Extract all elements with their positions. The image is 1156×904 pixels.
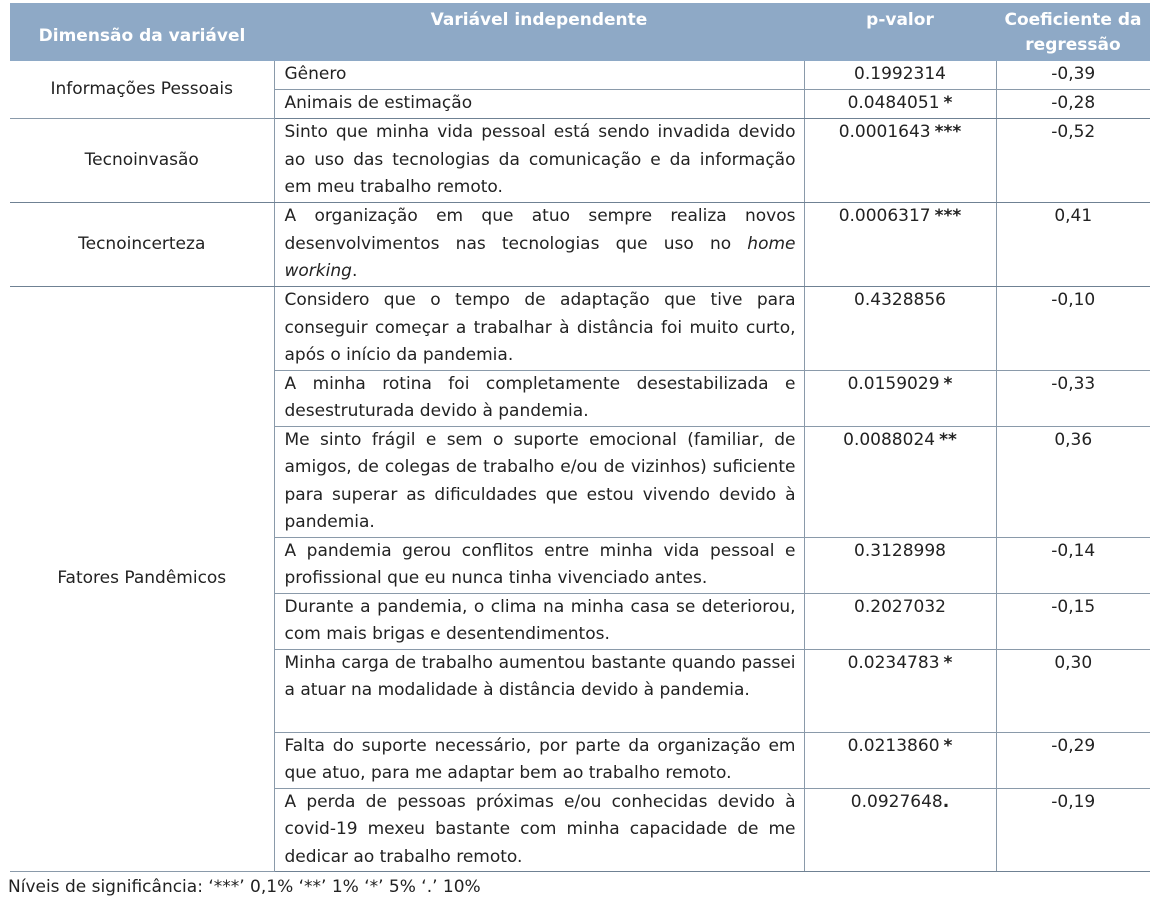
table-row — [10, 203, 1150, 287]
pvalue-cell — [804, 649, 996, 732]
header-coefficient — [996, 3, 1150, 61]
variable-cell: A perda de pessoas próximas e/ou conhecidas devido à covid-19 mexeu bastante com minha capacidade de me dedicar ao trabalho remoto. — [274, 788, 804, 872]
variable-text-end: . — [351, 261, 358, 281]
significance-mark: ** — [939, 429, 957, 450]
variable-cell: A minha rotina foi completamente desestabilizada e desestruturada devido à pandemia. — [274, 370, 804, 426]
pvalue-cell — [804, 732, 996, 788]
variable-cell — [274, 203, 804, 287]
coefficient-cell: 0,36 — [996, 426, 1150, 537]
dimension-cell: Informações Pessoais — [10, 61, 274, 119]
pvalue-text: 0.0234783 — [847, 652, 940, 673]
variable-cell: A pandemia gerou conflitos entre minha vida pessoal e profissional que eu nunca tinha vivenciado antes. — [274, 537, 804, 593]
coefficient-cell: -0,28 — [996, 90, 1150, 119]
significance-mark: *** — [934, 122, 962, 142]
significance-mark: * — [943, 652, 953, 673]
pvalue-cell — [804, 537, 996, 593]
pvalue-cell — [804, 788, 996, 872]
coefficient-cell: 0,41 — [996, 203, 1150, 287]
pvalue-text: 0.3128998 — [854, 540, 946, 561]
pvalue-cell — [804, 426, 996, 537]
regression-table — [10, 3, 1150, 872]
variable-cell: Me sinto frágil e sem o suporte emocional (familiar, de amigos, de colegas de trabalho e/ou de vizinhos) suficiente para superar as dificuldades que estou vivendo devido à pandemia. — [274, 426, 804, 537]
pvalue-cell — [804, 287, 996, 371]
pvalue-text: 0.2027032 — [854, 596, 946, 617]
pvalue-text: 0.0088024 — [843, 429, 936, 450]
pvalue-text: 0.0001643 — [838, 122, 931, 142]
table-body — [10, 61, 1150, 872]
pvalue-text: 0.0484051 — [847, 93, 940, 113]
significance-mark: * — [943, 93, 953, 113]
variable-text: A organização em que atuo sempre realiza novos desenvolvimentos nas tecnologias que uso no — [284, 206, 796, 254]
variable-cell: Durante a pandemia, o clima na minha casa se deteriorou, com mais brigas e desentendimentos. — [274, 593, 804, 649]
header-pvalue: p-valor — [804, 3, 996, 61]
coefficient-cell: -0,10 — [996, 287, 1150, 371]
pvalue-cell — [804, 593, 996, 649]
table-row — [10, 287, 1150, 371]
dimension-cell: Tecnoinvasão — [10, 119, 274, 203]
pvalue-cell — [804, 203, 996, 287]
significance-mark: * — [943, 373, 953, 394]
pvalue-text: 0.0213860 — [847, 735, 940, 756]
header-coefficient-line2: regressão — [1025, 35, 1121, 55]
pvalue-text: 0.0927648 — [850, 791, 943, 812]
table-row — [10, 61, 1150, 90]
pvalue-text: 0.1992314 — [854, 64, 946, 84]
header-row — [10, 3, 1150, 61]
coefficient-cell: -0,29 — [996, 732, 1150, 788]
pvalue-text: 0.4328856 — [854, 290, 946, 310]
pvalue-cell — [804, 119, 996, 203]
pvalue-text: 0.0006317 — [838, 206, 931, 226]
header-dimension: Dimensão da variável — [10, 3, 274, 61]
variable-cell: Gênero — [274, 61, 804, 90]
header-coefficient-line1: Coeficiente da — [1004, 10, 1142, 30]
pvalue-cell — [804, 90, 996, 119]
header-variable: Variável independente — [274, 3, 804, 61]
variable-cell: Animais de estimação — [274, 90, 804, 119]
coefficient-cell: 0,30 — [996, 649, 1150, 732]
variable-cell: Falta do suporte necessário, por parte da organização em que atuo, para me adaptar bem ao trabalho remoto. — [274, 732, 804, 788]
pvalue-cell — [804, 61, 996, 90]
coefficient-cell: -0,19 — [996, 788, 1150, 872]
coefficient-cell: -0,15 — [996, 593, 1150, 649]
significance-mark: * — [943, 735, 953, 756]
significance-mark: . — [942, 791, 950, 812]
table-header — [10, 3, 1150, 61]
coefficient-cell: -0,14 — [996, 537, 1150, 593]
table-row — [10, 119, 1150, 203]
variable-cell: Considero que o tempo de adaptação que tive para conseguir começar a trabalhar à distância foi muito curto, após o início da pandemia. — [274, 287, 804, 371]
coefficient-cell: -0,52 — [996, 119, 1150, 203]
variable-cell: Sinto que minha vida pessoal está sendo invadida devido ao uso das tecnologias da comunicação e da informação em meu trabalho remoto. — [274, 119, 804, 203]
coefficient-cell: -0,39 — [996, 61, 1150, 90]
variable-text-italic: home working — [284, 233, 796, 281]
coefficient-cell: -0,33 — [996, 370, 1150, 426]
variable-cell: Minha carga de trabalho aumentou bastante quando passei a atuar na modalidade à distância devido à pandemia. — [274, 649, 804, 732]
dimension-cell: Fatores Pandêmicos — [10, 287, 274, 872]
dimension-cell: Tecnoincerteza — [10, 203, 274, 287]
significance-mark: *** — [934, 206, 962, 226]
pvalue-cell — [804, 370, 996, 426]
pvalue-text: 0.0159029 — [847, 373, 940, 394]
significance-note: Níveis de significância: ‘***’ 0,1% ‘**’ 1% ‘*’ 5% ‘.’ 10% — [8, 877, 481, 897]
